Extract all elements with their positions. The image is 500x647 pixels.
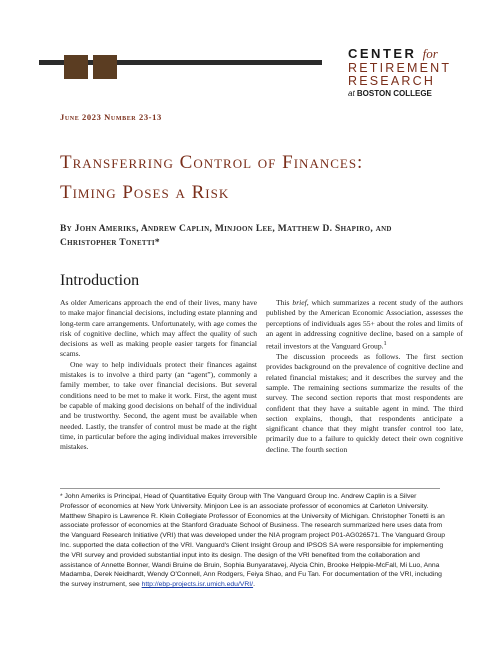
article-title [60, 148, 460, 208]
logo-org: BOSTON COLLEGE [356, 89, 432, 98]
footnote: * John Ameriks is Principal, Head of Quantitative Equity Group with The Vanguard Group Inc. Andrew Caplin is a Silver Professor of economics at New York University. Minjoon Lee is an associate professor of economics at Carleton University. Matthew Shapiro is Lawrence R. Klein Collegiate Professor of Economics at the University of Michigan. Christopher Tonetti is an associate professor of economics at the Stanford Graduate School of Business. The research summarized here uses data from the Vanguard Research Initiative (VRI) that was developed under the NIA program project P01-AG026571. The Vanguard Group Inc. supported the data collection of the VRI. Vanguard's Client Insight Group and IPSOS SA were responsible for implementing the VRI survey and provided substantial input into its design. The design of the VRI benefited from the collaboration and assistance of Annette Bonner, Wandi Bruine de Bruin, Sophia Bunyaratavej, Alycia Chin, Brooke Helppie-McFall, Mi Luo, Anna Madamba, Derek Neidhardt, Wendy O'Connell, Ann Rodgers, Feiya Shao, and Fu Tan. For documentation of the VRI, including the survey instrument, see http://ebp-projects.isr.umich.edu/VRI/. [60, 493, 446, 589]
issue-info: June 2023 Number 23-13 [60, 112, 162, 122]
logo-at: at [348, 89, 355, 98]
logo-research: RESEARCH [348, 74, 436, 88]
paragraph: The discussion proceeds as follows. The first section provides background on the prevalence of cognitive decline and related financial mistakes; and it describes the survey and the sample. The remaining sections summarize the results of the survey. The second section reports that most respondents are confident that they have a suitable agent in mind. The third section explains, though, that respondents anticipate a significant chance that they might transfer control too late, primarily due to a failure to quickly detect their own cognitive decline. The fourth section [266, 352, 463, 454]
footnote-divider [60, 488, 440, 489]
paragraph: One way to help individuals protect their finances against mistakes is to involve a third party (an “agent”), commonly a family member, to take over financial decisions. But several conditions need to be met to make it work. First, the agent must be capable of making good decisions on behalf of the individual and be trustworthy. Second, the agent must be available when needed. Lastly, the transfer of control must be made at the right time, in particular before the aging individual makes irreversible mistakes. [60, 359, 257, 452]
section-heading: Introduction [60, 272, 140, 289]
body-column-right [266, 298, 463, 455]
footnote-text: * John Ameriks is Principal, Head of Quantitative Equity Group with The Vanguard Group Inc. Andrew Caplin is a Silver Professor of economics at New York University. Minjoon Lee is an associate professor of economics at Carleton University. Matthew Shapiro is Lawrence R. Klein Collegiate Professor of Economics at the University of Michigan. Christopher Tonetti is an associate professor of economics at the Stanford Graduate School of Business. The research summarized here uses data from the Vanguard Research Initiative (VRI) that was developed under the NIA program project P01-AG026571. The Vanguard Group Inc. supported the data collection of the VRI. Vanguard's Client Insight Group and IPSOS SA were responsible for implementing the VRI survey and provided substantial input into its design. The design of the VRI benefited from the collaboration and assistance of Annette Bonner, Wandi Bruine de Bruin, Sophia Bunyaratavej, Alycia Chin, Brooke Helppie-McFall, Mi Luo, Anna Madamba, Derek Neidhardt, Wendy O'Connell, Ann Rodgers, Feiya Shao, and Fu Tan. For documentation of the VRI, including the survey instrument, see [60, 493, 446, 589]
author-byline: By John Ameriks, Andrew Caplin, Minjoon Lee, Matthew D. Shapiro, and Christopher Tonetti* [60, 224, 392, 248]
body-column-left [60, 298, 257, 452]
italic-brief: brief [292, 298, 307, 307]
logo-retirement: RETIREMENT [348, 61, 452, 75]
paragraph: This brief, which summarizes a recent study of the authors published by the American Economic Association, assesses the perceptions of individuals ages 55+ about the roles and limits of an agent in addressing cognitive decline, based on a sample of retail investors at the Vanguard Group.$^1$ [266, 298, 463, 351]
footnote-ref: 1 [383, 340, 387, 348]
title-line-2: Timing Poses a Risk [60, 182, 230, 203]
title-line-1: Transferring Control of Finances: [60, 152, 364, 173]
crr-logo [348, 46, 468, 98]
brand-square-icon [64, 55, 88, 79]
brand-square-icon [93, 55, 117, 79]
logo-for: for [422, 46, 438, 61]
vri-link[interactable]: http://ebp-projects.isr.umich.edu/VRI/ [141, 581, 254, 589]
logo-center: CENTER [348, 46, 417, 61]
paragraph: As older Americans approach the end of their lives, many have to make major financial decisions, including estate planning and long-term care arrangements. Unfortunately, with age comes the risk of cognitive decline, which may affect the quality of such decisions as well as making people easier targets for financial scams. [60, 298, 257, 359]
